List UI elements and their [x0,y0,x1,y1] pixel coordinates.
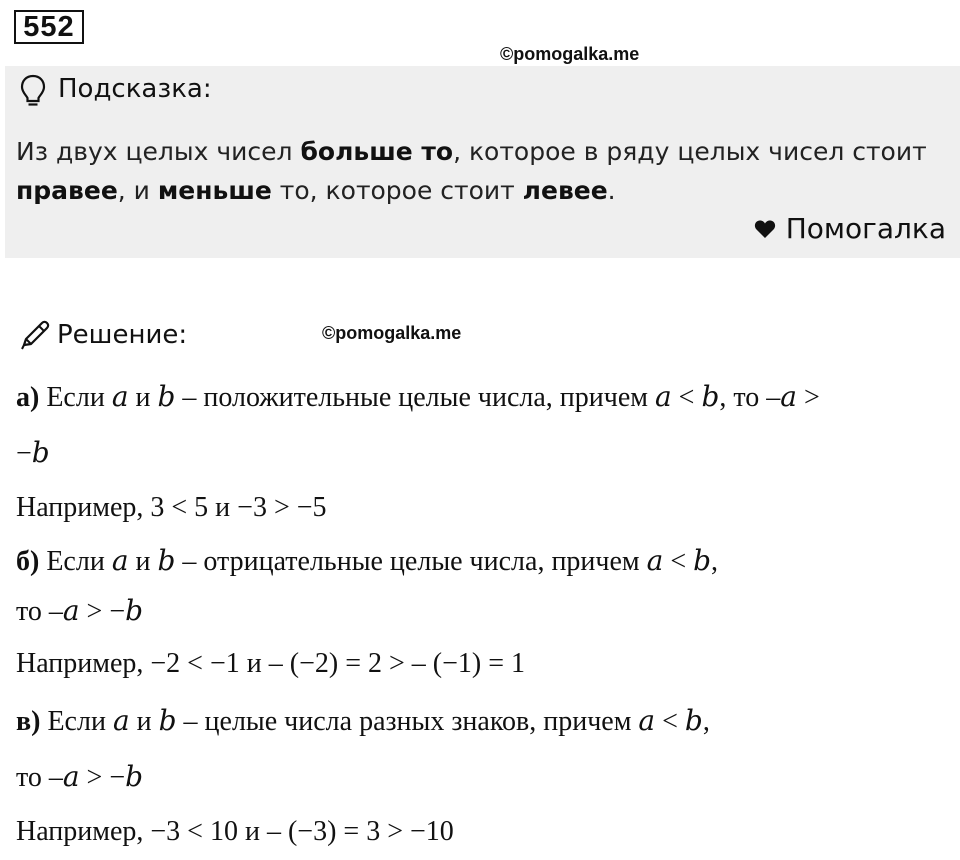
brand-text: Помогалка [785,212,946,245]
solution-line [16,704,710,738]
problem-number: 552 [14,10,84,44]
solution-line [16,760,143,794]
solution-line [16,436,50,470]
line-text: Если 𝑎 и 𝑏 – отрицательные целые числа, причем 𝑎 < 𝑏, [39,546,719,577]
line-text: −𝑏 [16,438,50,469]
solution-line [16,816,454,848]
watermark: ©pomogalka.me [322,323,462,343]
heart-icon [754,219,776,239]
line-text: то –𝑎 > −𝑏 [16,596,144,627]
line-text: Например, 3 < 5 и −3 > −5 [16,492,327,523]
item-label: в) [16,706,41,737]
item-label: а) [16,382,40,413]
solution-line [16,544,718,578]
line-text: Если 𝑎 и 𝑏 – положительные целые числа, причем 𝑎 < 𝑏, то –𝑎 > [39,382,820,413]
solution-line [16,594,143,628]
item-label: б) [16,546,40,577]
lightbulb-icon [20,74,46,108]
pencil-icon [18,318,50,352]
solution-line [16,492,327,524]
hint-text: Из двух целых чисел больше то, которое в ряду целых чисел стоит правее, и меньше то, которое стоит левее. [16,137,927,205]
line-text: то –𝑎 > −𝑏 [16,762,144,793]
line-text: Например, −2 < −1 и – (−2) = 2 > – (−1) = 1 [16,648,526,679]
watermark: ©pomogalka.me [500,44,640,64]
solution-line [16,648,525,680]
line-text: Например, −3 < 10 и – (−3) = 3 > −10 [16,816,454,847]
solution-title: Решение: [57,320,188,350]
brand-label [754,212,946,245]
solution-line [16,380,820,414]
hint-title: Подсказка: [58,74,212,104]
line-text: Если 𝑎 и 𝑏 – целые числа разных знаков, причем 𝑎 < 𝑏, [40,706,710,737]
